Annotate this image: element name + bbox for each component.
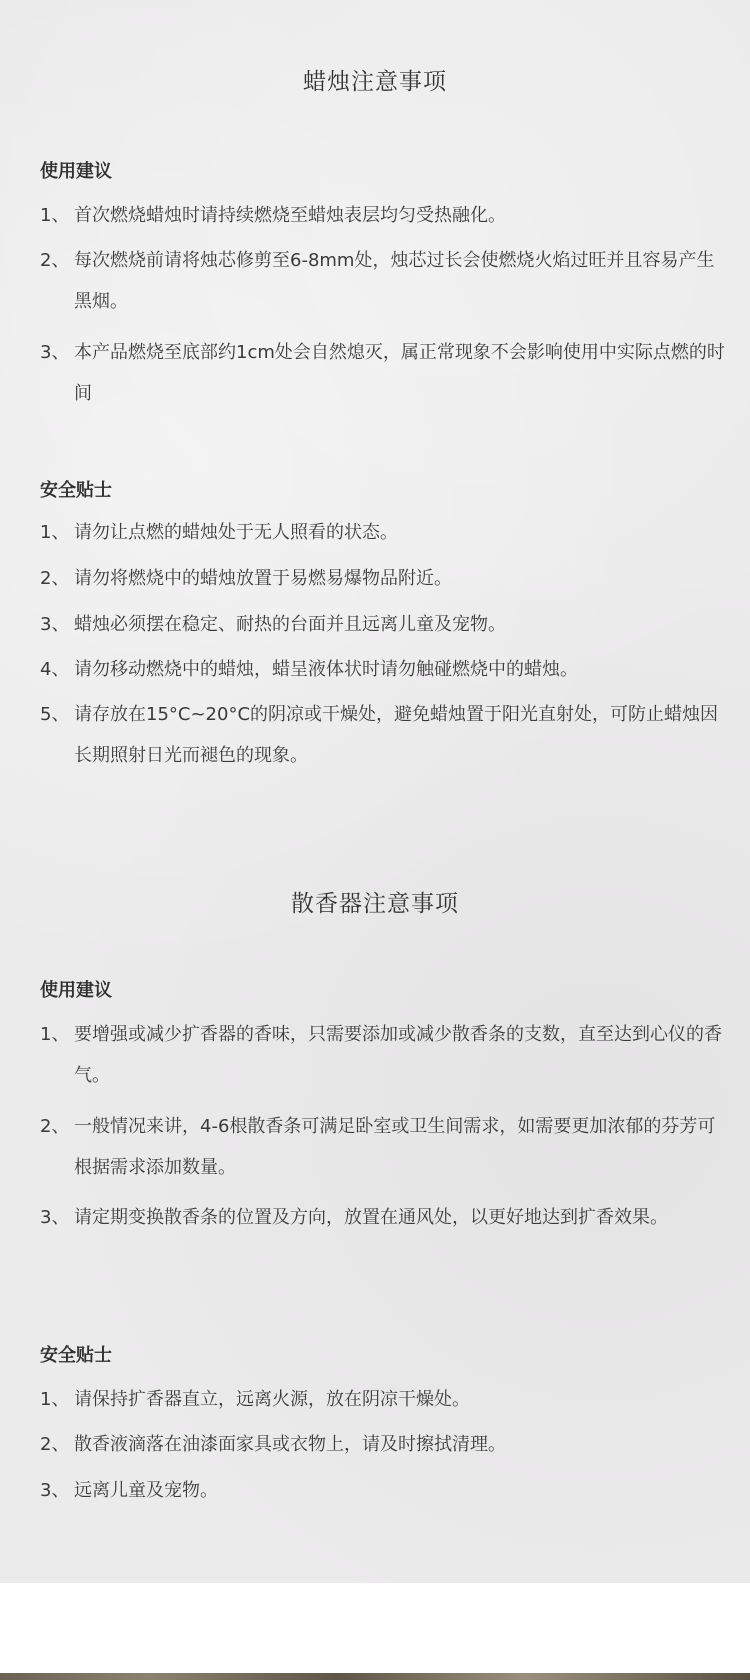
item-number: 5、	[40, 704, 70, 725]
candle-safety-item	[40, 604, 730, 645]
item-text: 远离儿童及宠物。	[74, 1480, 218, 1501]
item-text: 要增强或减少扩香器的香味，只需要添加或减少散香条的支数，直至达到心仪的香气。	[74, 1024, 722, 1086]
item-text: 请勿让点燃的蜡烛处于无人照看的状态。	[74, 522, 398, 543]
candle-usage-item	[40, 240, 730, 322]
item-number: 2、	[40, 1116, 70, 1137]
item-number: 3、	[40, 1207, 70, 1228]
item-text: 本产品燃烧至底部约1cm处会自然熄灭，属正常现象不会影响使用中实际点燃的时间	[74, 342, 725, 404]
diffuser-usage-heading: 使用建议	[40, 980, 112, 1001]
item-number: 3、	[40, 1480, 70, 1501]
candle-safety-item	[40, 512, 730, 553]
item-text: 散香液滴落在油漆面家具或衣物上，请及时擦拭清理。	[74, 1434, 506, 1455]
item-number: 2、	[40, 250, 70, 271]
diffuser-safety-item	[40, 1379, 730, 1420]
candle-safety-heading: 安全贴士	[40, 480, 112, 501]
candle-section-title: 蜡烛注意事项	[303, 69, 447, 95]
item-text: 请勿移动燃烧中的蜡烛，蜡呈液体状时请勿触碰燃烧中的蜡烛。	[74, 659, 578, 680]
candle-safety-item	[40, 649, 730, 690]
diffuser-safety-item	[40, 1424, 730, 1465]
item-number: 2、	[40, 568, 70, 589]
item-text: 一般情况来讲，4-6根散香条可满足卧室或卫生间需求，如需要更加浓郁的芬芳可根据需求添加数量。	[74, 1116, 716, 1178]
item-number: 4、	[40, 659, 70, 680]
item-number: 3、	[40, 342, 70, 363]
item-text: 请存放在15°C~20°C的阴凉或干燥处，避免蜡烛置于阳光直射处，可防止蜡烛因长期照射日光而褪色的现象。	[74, 704, 719, 766]
item-number: 2、	[40, 1434, 70, 1455]
item-text: 请保持扩香器直立，远离火源，放在阴凉干燥处。	[74, 1389, 470, 1410]
item-number: 1、	[40, 522, 70, 543]
diffuser-usage-item	[40, 1014, 730, 1096]
item-text: 请定期变换散香条的位置及方向，放置在通风处，以更好地达到扩香效果。	[74, 1207, 668, 1228]
item-text: 每次燃烧前请将烛芯修剪至6-8mm处，烛芯过长会使燃烧火焰过旺并且容易产生黑烟。	[74, 250, 715, 312]
diffuser-section-title: 散香器注意事项	[291, 891, 459, 917]
diffuser-safety-heading: 安全贴士	[40, 1345, 112, 1366]
item-text: 请勿将燃烧中的蜡烛放置于易燃易爆物品附近。	[74, 568, 452, 589]
item-number: 1、	[40, 1024, 70, 1045]
candle-safety-item	[40, 558, 730, 599]
diffuser-usage-item	[40, 1106, 730, 1188]
item-number: 1、	[40, 1389, 70, 1410]
candle-usage-item	[40, 332, 730, 414]
item-number: 3、	[40, 614, 70, 635]
page-gap	[0, 1583, 750, 1673]
item-text: 蜡烛必须摆在稳定、耐热的台面并且远离儿童及宠物。	[74, 614, 506, 635]
candle-usage-heading: 使用建议	[40, 161, 112, 182]
candle-safety-item	[40, 694, 730, 776]
item-number: 1、	[40, 205, 70, 226]
item-text: 首次燃烧蜡烛时请持续燃烧至蜡烛表层均匀受热融化。	[74, 205, 506, 226]
next-image-strip	[0, 1673, 750, 1680]
diffuser-usage-item	[40, 1197, 730, 1238]
diffuser-safety-item	[40, 1470, 730, 1511]
candle-usage-item	[40, 195, 730, 236]
